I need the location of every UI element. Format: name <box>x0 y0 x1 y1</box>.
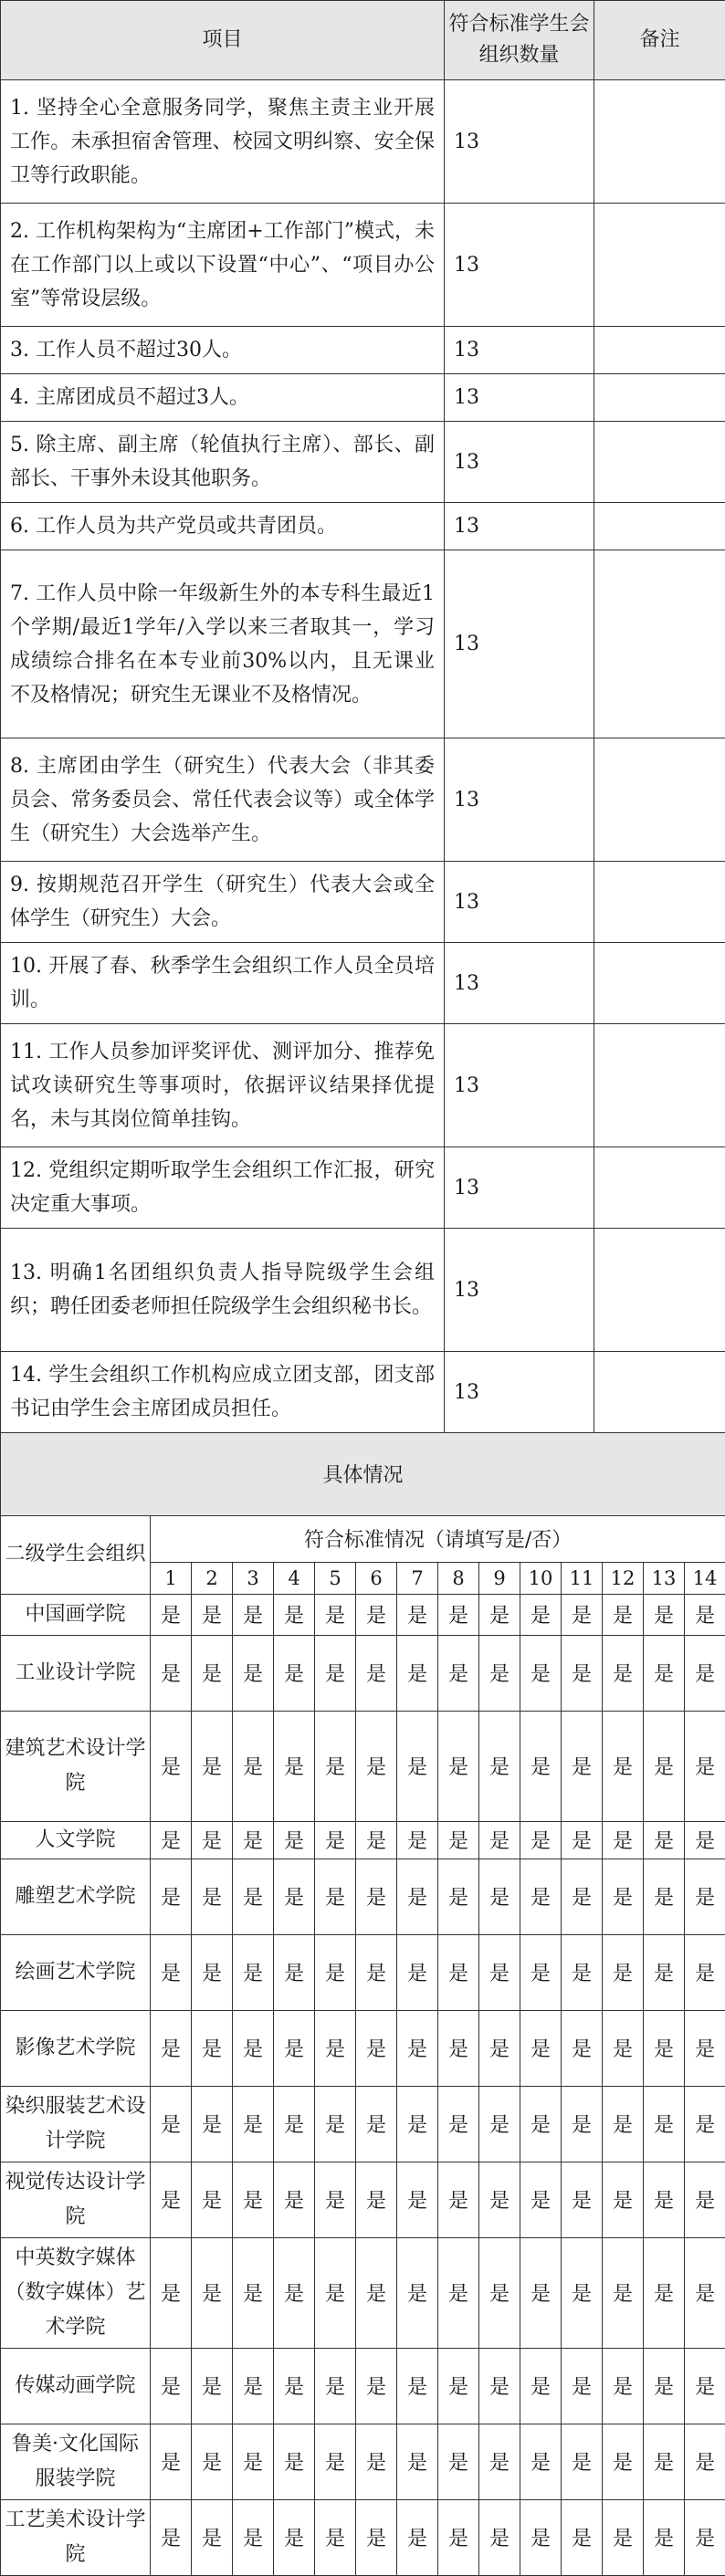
criteria-item-text: 10. 开展了春、秋季学生会组织工作人员全员培训。 <box>1 943 445 1024</box>
compliance-value: 是 <box>644 1594 685 1635</box>
criteria-item-text: 2. 工作机构架构为“主席团+工作部门”模式，未在工作部门以上或以下设置“中心”、“项目办公室”等常设层级。 <box>1 204 445 327</box>
criteria-remark <box>594 80 725 204</box>
compliance-value: 是 <box>479 2499 520 2575</box>
criteria-count: 13 <box>445 327 594 374</box>
compliance-value: 是 <box>151 1934 192 2010</box>
criteria-item-text: 3. 工作人员不超过30人。 <box>1 327 445 374</box>
criteria-count: 13 <box>445 503 594 550</box>
table-row <box>1 2424 725 2499</box>
compliance-value: 是 <box>315 1711 356 1821</box>
criteria-count: 13 <box>445 1229 594 1352</box>
compliance-value: 是 <box>479 1859 520 1934</box>
compliance-value: 是 <box>562 2237 603 2348</box>
criteria-item-text: 6. 工作人员为共产党员或共青团员。 <box>1 503 445 550</box>
criteria-count: 13 <box>445 943 594 1024</box>
criteria-row <box>1 1352 725 1433</box>
table-row <box>1 1821 725 1859</box>
compliance-value: 是 <box>274 2237 315 2348</box>
criteria-number-header: 1 <box>151 1562 192 1594</box>
criteria-row <box>1 80 725 204</box>
compliance-value: 是 <box>603 1821 644 1859</box>
compliance-value: 是 <box>274 2499 315 2575</box>
criteria-item-text: 12. 党组织定期听取学生会组织工作汇报，研究决定重大事项。 <box>1 1147 445 1229</box>
table-row <box>1 2086 725 2162</box>
compliance-value: 是 <box>685 1635 725 1711</box>
compliance-value: 是 <box>520 2348 562 2424</box>
criteria-remark <box>594 374 725 422</box>
item-column-header: 项目 <box>1 1 445 80</box>
compliance-value: 是 <box>315 2237 356 2348</box>
criteria-remark <box>594 1147 725 1229</box>
compliance-value: 是 <box>438 2424 479 2499</box>
compliance-value: 是 <box>192 1821 233 1859</box>
compliance-value: 是 <box>356 2237 397 2348</box>
compliance-value: 是 <box>356 2348 397 2424</box>
org-name: 鲁美·文化国际服装学院 <box>1 2424 151 2499</box>
compliance-value: 是 <box>315 1934 356 2010</box>
compliance-value: 是 <box>438 2237 479 2348</box>
compliance-value: 是 <box>685 2499 725 2575</box>
compliance-value: 是 <box>356 1711 397 1821</box>
criteria-number-header: 3 <box>233 1562 274 1594</box>
compliance-value: 是 <box>192 1635 233 1711</box>
criteria-item-text: 1. 坚持全心全意服务同学，聚焦主责主业开展工作。未承担宿舍管理、校园文明纠察、安全保卫等行政职能。 <box>1 80 445 204</box>
org-name: 建筑艺术设计学院 <box>1 1711 151 1821</box>
criteria-row <box>1 862 725 943</box>
compliance-value: 是 <box>685 1934 725 2010</box>
table-row <box>1 1594 725 1635</box>
compliance-value: 是 <box>151 1859 192 1934</box>
compliance-value: 是 <box>356 1934 397 2010</box>
org-name: 影像艺术学院 <box>1 2010 151 2086</box>
compliance-value: 是 <box>233 1934 274 2010</box>
compliance-value: 是 <box>315 2086 356 2162</box>
compliance-value: 是 <box>274 1635 315 1711</box>
criteria-count: 13 <box>445 862 594 943</box>
criteria-item-text: 7. 工作人员中除一年级新生外的本专科生最近1个学期/最近1学年/入学以来三者取其一，学习成绩综合排名在本专业前30%以内，且无课业不及格情况；研究生无课业不及格情况。 <box>1 550 445 738</box>
compliance-value: 是 <box>603 2162 644 2237</box>
criteria-row <box>1 1229 725 1352</box>
compliance-value: 是 <box>192 2499 233 2575</box>
org-name: 绘画艺术学院 <box>1 1934 151 2010</box>
compliance-value: 是 <box>356 2086 397 2162</box>
compliance-value: 是 <box>192 2348 233 2424</box>
criteria-remark <box>594 1352 725 1433</box>
criteria-row <box>1 327 725 374</box>
compliance-value: 是 <box>192 2162 233 2237</box>
table-row <box>1 2348 725 2424</box>
compliance-value: 是 <box>438 1594 479 1635</box>
criteria-row <box>1 503 725 550</box>
compliance-value: 是 <box>438 1934 479 2010</box>
table-row <box>1 2237 725 2348</box>
criteria-count: 13 <box>445 550 594 738</box>
compliance-value: 是 <box>397 1934 438 2010</box>
compliance-value: 是 <box>274 2348 315 2424</box>
criteria-remark <box>594 327 725 374</box>
compliance-value: 是 <box>520 1859 562 1934</box>
compliance-value: 是 <box>192 2237 233 2348</box>
criteria-row <box>1 738 725 862</box>
compliance-value: 是 <box>151 2162 192 2237</box>
compliance-value: 是 <box>356 1635 397 1711</box>
compliance-value: 是 <box>274 1821 315 1859</box>
criteria-remark <box>594 422 725 503</box>
compliance-value: 是 <box>397 1635 438 1711</box>
criteria-remark <box>594 550 725 738</box>
compliance-value: 是 <box>233 2010 274 2086</box>
compliance-value: 是 <box>356 2499 397 2575</box>
criteria-remark <box>594 943 725 1024</box>
details-header-row <box>1 1515 725 1562</box>
compliance-value: 是 <box>315 1594 356 1635</box>
criteria-row <box>1 550 725 738</box>
compliance-value: 是 <box>562 2010 603 2086</box>
details-table <box>0 1432 725 2576</box>
compliance-value: 是 <box>520 2424 562 2499</box>
compliance-value: 是 <box>685 2162 725 2237</box>
compliance-value: 是 <box>233 1711 274 1821</box>
compliance-value: 是 <box>151 2010 192 2086</box>
criteria-item-text: 8. 主席团由学生（研究生）代表大会（非其委员会、常务委员会、常任代表会议等）或全体学生（研究生）大会选举产生。 <box>1 738 445 862</box>
criteria-row <box>1 1024 725 1147</box>
compliance-value: 是 <box>438 2086 479 2162</box>
compliance-value: 是 <box>233 2499 274 2575</box>
criteria-item-text: 9. 按期规范召开学生（研究生）代表大会或全体学生（研究生）大会。 <box>1 862 445 943</box>
compliance-value: 是 <box>397 2162 438 2237</box>
compliance-value: 是 <box>356 2424 397 2499</box>
compliance-value: 是 <box>479 2010 520 2086</box>
compliance-value: 是 <box>233 1859 274 1934</box>
compliance-value: 是 <box>274 2010 315 2086</box>
compliance-value: 是 <box>233 1821 274 1859</box>
criteria-remark <box>594 1229 725 1352</box>
compliance-value: 是 <box>644 2010 685 2086</box>
criteria-count: 13 <box>445 374 594 422</box>
compliance-value: 是 <box>192 1859 233 1934</box>
remark-column-header: 备注 <box>594 1 725 80</box>
org-name: 传媒动画学院 <box>1 2348 151 2424</box>
compliance-value: 是 <box>479 1635 520 1711</box>
compliance-value: 是 <box>644 1635 685 1711</box>
compliance-value: 是 <box>520 1635 562 1711</box>
standard-column-header: 符合标准情况（请填写是/否） <box>151 1515 725 1562</box>
compliance-value: 是 <box>644 2424 685 2499</box>
criteria-item-text: 11. 工作人员参加评奖评优、测评加分、推荐免试攻读研究生等事项时，依据评议结果择优提名，未与其岗位简单挂钩。 <box>1 1024 445 1147</box>
compliance-value: 是 <box>562 2162 603 2237</box>
compliance-value: 是 <box>438 2162 479 2237</box>
compliance-value: 是 <box>192 1711 233 1821</box>
compliance-value: 是 <box>685 2010 725 2086</box>
compliance-value: 是 <box>274 2086 315 2162</box>
criteria-number-header: 10 <box>520 1562 562 1594</box>
criteria-count: 13 <box>445 80 594 204</box>
compliance-value: 是 <box>562 1711 603 1821</box>
criteria-number-header: 2 <box>192 1562 233 1594</box>
org-name: 视觉传达设计学院 <box>1 2162 151 2237</box>
compliance-value: 是 <box>315 2499 356 2575</box>
criteria-number-header: 4 <box>274 1562 315 1594</box>
table-row <box>1 1711 725 1821</box>
compliance-value: 是 <box>438 2499 479 2575</box>
compliance-value: 是 <box>233 1635 274 1711</box>
criteria-count: 13 <box>445 1352 594 1433</box>
criteria-remark <box>594 503 725 550</box>
table-row <box>1 1859 725 1934</box>
compliance-value: 是 <box>151 2348 192 2424</box>
count-column-header: 符合标准学生会组织数量 <box>445 1 594 80</box>
criteria-item-text: 4. 主席团成员不超过3人。 <box>1 374 445 422</box>
criteria-item-text: 5. 除主席、副主席（轮值执行主席）、部长、副部长、干事外未设其他职务。 <box>1 422 445 503</box>
compliance-value: 是 <box>397 1711 438 1821</box>
criteria-count: 13 <box>445 738 594 862</box>
compliance-value: 是 <box>356 1594 397 1635</box>
compliance-value: 是 <box>603 1711 644 1821</box>
compliance-value: 是 <box>562 1635 603 1711</box>
compliance-value: 是 <box>397 2086 438 2162</box>
compliance-value: 是 <box>315 1635 356 1711</box>
org-name: 人文学院 <box>1 1821 151 1859</box>
compliance-value: 是 <box>192 1934 233 2010</box>
compliance-value: 是 <box>685 2348 725 2424</box>
compliance-value: 是 <box>520 1821 562 1859</box>
criteria-count: 13 <box>445 422 594 503</box>
compliance-value: 是 <box>520 1934 562 2010</box>
compliance-value: 是 <box>397 1821 438 1859</box>
compliance-value: 是 <box>562 2086 603 2162</box>
compliance-value: 是 <box>520 2237 562 2348</box>
table-row <box>1 1934 725 2010</box>
criteria-number-header: 6 <box>356 1562 397 1594</box>
compliance-value: 是 <box>685 1859 725 1934</box>
compliance-value: 是 <box>151 2424 192 2499</box>
compliance-value: 是 <box>562 1859 603 1934</box>
compliance-value: 是 <box>644 1821 685 1859</box>
compliance-value: 是 <box>603 2086 644 2162</box>
compliance-value: 是 <box>274 1594 315 1635</box>
compliance-value: 是 <box>315 2162 356 2237</box>
compliance-value: 是 <box>274 1934 315 2010</box>
compliance-value: 是 <box>603 2348 644 2424</box>
compliance-value: 是 <box>479 2348 520 2424</box>
compliance-value: 是 <box>438 1635 479 1711</box>
criteria-row <box>1 943 725 1024</box>
criteria-number-header: 13 <box>644 1562 685 1594</box>
compliance-value: 是 <box>274 2424 315 2499</box>
criteria-number-header: 7 <box>397 1562 438 1594</box>
compliance-value: 是 <box>603 1635 644 1711</box>
compliance-value: 是 <box>644 2162 685 2237</box>
compliance-value: 是 <box>685 2237 725 2348</box>
compliance-value: 是 <box>479 2162 520 2237</box>
compliance-value: 是 <box>562 1934 603 2010</box>
compliance-value: 是 <box>603 1859 644 1934</box>
criteria-number-header: 12 <box>603 1562 644 1594</box>
compliance-value: 是 <box>685 1821 725 1859</box>
compliance-value: 是 <box>479 2424 520 2499</box>
compliance-value: 是 <box>520 2086 562 2162</box>
compliance-value: 是 <box>151 1711 192 1821</box>
compliance-value: 是 <box>356 1821 397 1859</box>
compliance-value: 是 <box>438 2348 479 2424</box>
criteria-number-header: 5 <box>315 1562 356 1594</box>
compliance-value: 是 <box>603 2499 644 2575</box>
compliance-value: 是 <box>233 2237 274 2348</box>
compliance-value: 是 <box>644 1934 685 2010</box>
criteria-count: 13 <box>445 204 594 327</box>
org-name: 工艺美术设计学院 <box>1 2499 151 2575</box>
section-title: 具体情况 <box>1 1432 725 1515</box>
compliance-value: 是 <box>397 2010 438 2086</box>
compliance-value: 是 <box>192 2424 233 2499</box>
compliance-value: 是 <box>438 1821 479 1859</box>
compliance-value: 是 <box>603 2424 644 2499</box>
compliance-value: 是 <box>562 2499 603 2575</box>
criteria-count: 13 <box>445 1147 594 1229</box>
compliance-value: 是 <box>685 2086 725 2162</box>
org-name: 雕塑艺术学院 <box>1 1859 151 1934</box>
org-name: 中国画学院 <box>1 1594 151 1635</box>
compliance-value: 是 <box>151 1635 192 1711</box>
compliance-value: 是 <box>192 2086 233 2162</box>
compliance-value: 是 <box>151 2237 192 2348</box>
compliance-value: 是 <box>397 2499 438 2575</box>
criteria-remark <box>594 862 725 943</box>
compliance-value: 是 <box>520 2499 562 2575</box>
compliance-value: 是 <box>233 2348 274 2424</box>
criteria-remark <box>594 204 725 327</box>
section-title-row <box>1 1432 725 1515</box>
compliance-value: 是 <box>397 1594 438 1635</box>
compliance-value: 是 <box>438 2010 479 2086</box>
compliance-value: 是 <box>644 2348 685 2424</box>
table-row <box>1 1635 725 1711</box>
criteria-number-header: 14 <box>685 1562 725 1594</box>
compliance-value: 是 <box>479 2086 520 2162</box>
compliance-value: 是 <box>151 2086 192 2162</box>
org-column-header: 二级学生会组织 <box>1 1515 151 1594</box>
compliance-value: 是 <box>151 1821 192 1859</box>
compliance-value: 是 <box>274 2162 315 2237</box>
criteria-number-header: 11 <box>562 1562 603 1594</box>
compliance-value: 是 <box>685 1711 725 1821</box>
compliance-value: 是 <box>520 1711 562 1821</box>
compliance-value: 是 <box>397 1859 438 1934</box>
compliance-value: 是 <box>685 2424 725 2499</box>
compliance-value: 是 <box>315 2424 356 2499</box>
compliance-value: 是 <box>315 1859 356 1934</box>
criteria-remark <box>594 1024 725 1147</box>
org-name: 工业设计学院 <box>1 1635 151 1711</box>
compliance-value: 是 <box>562 2348 603 2424</box>
compliance-value: 是 <box>603 1934 644 2010</box>
criteria-row <box>1 1147 725 1229</box>
criteria-header-row <box>1 1 725 80</box>
compliance-value: 是 <box>479 1711 520 1821</box>
compliance-value: 是 <box>520 2010 562 2086</box>
criteria-number-header: 8 <box>438 1562 479 1594</box>
criteria-number-header: 9 <box>479 1562 520 1594</box>
compliance-value: 是 <box>356 2010 397 2086</box>
compliance-value: 是 <box>438 1711 479 1821</box>
compliance-value: 是 <box>233 1594 274 1635</box>
compliance-value: 是 <box>603 2237 644 2348</box>
compliance-value: 是 <box>356 2162 397 2237</box>
compliance-value: 是 <box>397 2424 438 2499</box>
compliance-value: 是 <box>315 1821 356 1859</box>
compliance-value: 是 <box>479 1821 520 1859</box>
compliance-value: 是 <box>685 1594 725 1635</box>
table-row <box>1 2162 725 2237</box>
criteria-item-text: 13. 明确1名团组织负责人指导院级学生会组织；聘任团委老师担任院级学生会组织秘书长。 <box>1 1229 445 1352</box>
compliance-value: 是 <box>603 1594 644 1635</box>
compliance-value: 是 <box>397 2348 438 2424</box>
compliance-value: 是 <box>644 2499 685 2575</box>
criteria-row <box>1 422 725 503</box>
compliance-value: 是 <box>520 2162 562 2237</box>
compliance-value: 是 <box>644 1711 685 1821</box>
table-row <box>1 2499 725 2575</box>
compliance-value: 是 <box>192 1594 233 1635</box>
criteria-row <box>1 204 725 327</box>
compliance-value: 是 <box>438 1859 479 1934</box>
compliance-value: 是 <box>479 1934 520 2010</box>
compliance-value: 是 <box>479 1594 520 1635</box>
compliance-value: 是 <box>644 2086 685 2162</box>
compliance-value: 是 <box>151 1594 192 1635</box>
compliance-value: 是 <box>274 1859 315 1934</box>
table-row <box>1 2010 725 2086</box>
compliance-value: 是 <box>562 2424 603 2499</box>
compliance-value: 是 <box>233 2086 274 2162</box>
criteria-remark <box>594 738 725 862</box>
compliance-value: 是 <box>233 2424 274 2499</box>
compliance-value: 是 <box>562 1594 603 1635</box>
compliance-value: 是 <box>562 1821 603 1859</box>
compliance-value: 是 <box>397 2237 438 2348</box>
compliance-value: 是 <box>479 2237 520 2348</box>
compliance-value: 是 <box>520 1594 562 1635</box>
compliance-value: 是 <box>603 2010 644 2086</box>
criteria-row <box>1 374 725 422</box>
compliance-value: 是 <box>192 2010 233 2086</box>
compliance-value: 是 <box>151 2499 192 2575</box>
compliance-value: 是 <box>315 2348 356 2424</box>
org-name: 中英数字媒体（数字媒体）艺术学院 <box>1 2237 151 2348</box>
criteria-item-text: 14. 学生会组织工作机构应成立团支部，团支部书记由学生会主席团成员担任。 <box>1 1352 445 1433</box>
compliance-value: 是 <box>644 1859 685 1934</box>
criteria-count: 13 <box>445 1024 594 1147</box>
compliance-value: 是 <box>356 1859 397 1934</box>
org-name: 染织服装艺术设计学院 <box>1 2086 151 2162</box>
compliance-value: 是 <box>274 1711 315 1821</box>
compliance-value: 是 <box>315 2010 356 2086</box>
compliance-value: 是 <box>233 2162 274 2237</box>
compliance-value: 是 <box>644 2237 685 2348</box>
